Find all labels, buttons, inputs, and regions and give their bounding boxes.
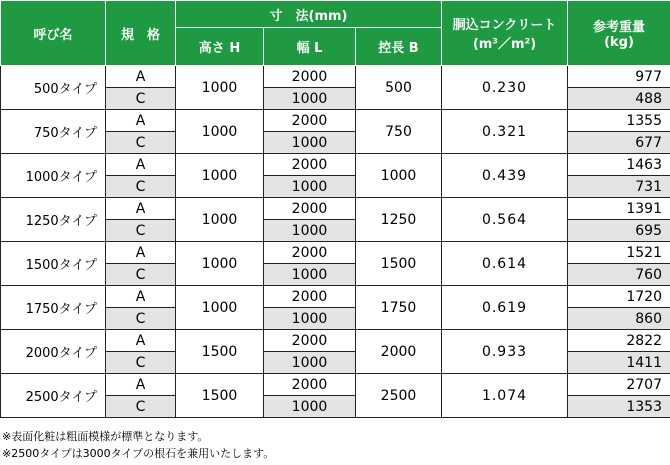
header-concrete-title: 胴込コンクリート — [452, 18, 557, 33]
concrete-value: 0.933 — [442, 330, 568, 374]
grade-c: C — [106, 308, 176, 330]
header-name: 呼び名 — [1, 1, 106, 66]
width-c-value: 1000 — [264, 176, 356, 198]
height-value: 1000 — [176, 66, 264, 110]
type-name: 2500タイプ — [1, 374, 106, 418]
depth-value: 2500 — [356, 374, 442, 418]
weight-c-value: 1353 — [568, 396, 670, 418]
grade-c: C — [106, 88, 176, 110]
width-a-value: 2000 — [264, 110, 356, 132]
footnotes — [2, 428, 274, 462]
concrete-value: 0.564 — [442, 198, 568, 242]
table-row — [1, 198, 670, 220]
depth-value: 500 — [356, 66, 442, 110]
concrete-value: 0.619 — [442, 286, 568, 330]
grade-c: C — [106, 220, 176, 242]
depth-value: 1750 — [356, 286, 442, 330]
concrete-value: 0.230 — [442, 66, 568, 110]
header-depth: 控長 B — [356, 28, 442, 66]
weight-a-value: 1463 — [568, 154, 670, 176]
height-value: 1000 — [176, 110, 264, 154]
depth-value: 1000 — [356, 154, 442, 198]
width-c-value: 1000 — [264, 220, 356, 242]
width-a-value: 2000 — [264, 66, 356, 88]
type-name: 2000タイプ — [1, 330, 106, 374]
table-row — [1, 374, 670, 396]
weight-c-value: 1411 — [568, 352, 670, 374]
table-row — [1, 66, 670, 88]
depth-value: 2000 — [356, 330, 442, 374]
header-width: 幅 L — [264, 28, 356, 66]
weight-a-value: 2707 — [568, 374, 670, 396]
weight-a-value: 2822 — [568, 330, 670, 352]
depth-value: 1250 — [356, 198, 442, 242]
width-a-value: 2000 — [264, 154, 356, 176]
height-value: 1500 — [176, 374, 264, 418]
header-weight-title: 参考重量 — [592, 20, 645, 35]
height-value: 1000 — [176, 286, 264, 330]
width-a-value: 2000 — [264, 330, 356, 352]
grade-a: A — [106, 286, 176, 308]
grade-a: A — [106, 154, 176, 176]
weight-c-value: 731 — [568, 176, 670, 198]
weight-a-value: 1521 — [568, 242, 670, 264]
grade-a: A — [106, 242, 176, 264]
grade-a: A — [106, 110, 176, 132]
grade-c: C — [106, 132, 176, 154]
header-dimensions: 寸 法(mm) — [176, 1, 442, 28]
type-name: 1250タイプ — [1, 198, 106, 242]
table-row — [1, 154, 670, 176]
weight-c-value: 695 — [568, 220, 670, 242]
weight-c-value: 488 — [568, 88, 670, 110]
concrete-value: 0.614 — [442, 242, 568, 286]
table-row — [1, 286, 670, 308]
header-concrete-unit: (m³／m²) — [472, 37, 537, 52]
width-a-value: 2000 — [264, 198, 356, 220]
grade-c: C — [106, 396, 176, 418]
concrete-value: 0.321 — [442, 110, 568, 154]
type-name: 1750タイプ — [1, 286, 106, 330]
grade-a: A — [106, 374, 176, 396]
depth-value: 1500 — [356, 242, 442, 286]
header-concrete — [442, 1, 568, 66]
weight-c-value: 677 — [568, 132, 670, 154]
footnote-1: ※表面化粧は粗面模様が標準となります。 — [2, 430, 209, 443]
type-name: 750タイプ — [1, 110, 106, 154]
width-c-value: 1000 — [264, 308, 356, 330]
concrete-value: 0.439 — [442, 154, 568, 198]
height-value: 1500 — [176, 330, 264, 374]
header-height: 高さ H — [176, 28, 264, 66]
grade-a: A — [106, 66, 176, 88]
weight-c-value: 860 — [568, 308, 670, 330]
width-a-value: 2000 — [264, 374, 356, 396]
type-name: 1000タイプ — [1, 154, 106, 198]
header-weight-unit: (kg) — [604, 35, 634, 50]
header-grade: 規 格 — [106, 1, 176, 66]
table-row — [1, 242, 670, 264]
concrete-value: 1.074 — [442, 374, 568, 418]
width-c-value: 1000 — [264, 88, 356, 110]
weight-a-value: 1391 — [568, 198, 670, 220]
height-value: 1000 — [176, 154, 264, 198]
width-c-value: 1000 — [264, 352, 356, 374]
grade-c: C — [106, 352, 176, 374]
weight-a-value: 1355 — [568, 110, 670, 132]
width-c-value: 1000 — [264, 132, 356, 154]
spec-table-body — [1, 66, 670, 418]
grade-a: A — [106, 198, 176, 220]
weight-a-value: 1720 — [568, 286, 670, 308]
grade-c: C — [106, 176, 176, 198]
grade-c: C — [106, 264, 176, 286]
header-weight — [568, 1, 670, 66]
depth-value: 750 — [356, 110, 442, 154]
width-c-value: 1000 — [264, 264, 356, 286]
width-a-value: 2000 — [264, 242, 356, 264]
width-c-value: 1000 — [264, 396, 356, 418]
grade-a: A — [106, 330, 176, 352]
footnote-2: ※2500タイプは3000タイプの根石を兼用いたします。 — [2, 447, 275, 460]
type-name: 500タイプ — [1, 66, 106, 110]
weight-a-value: 977 — [568, 66, 670, 88]
height-value: 1000 — [176, 242, 264, 286]
weight-c-value: 760 — [568, 264, 670, 286]
width-a-value: 2000 — [264, 286, 356, 308]
table-row — [1, 110, 670, 132]
type-name: 1500タイプ — [1, 242, 106, 286]
height-value: 1000 — [176, 198, 264, 242]
table-row — [1, 330, 670, 352]
